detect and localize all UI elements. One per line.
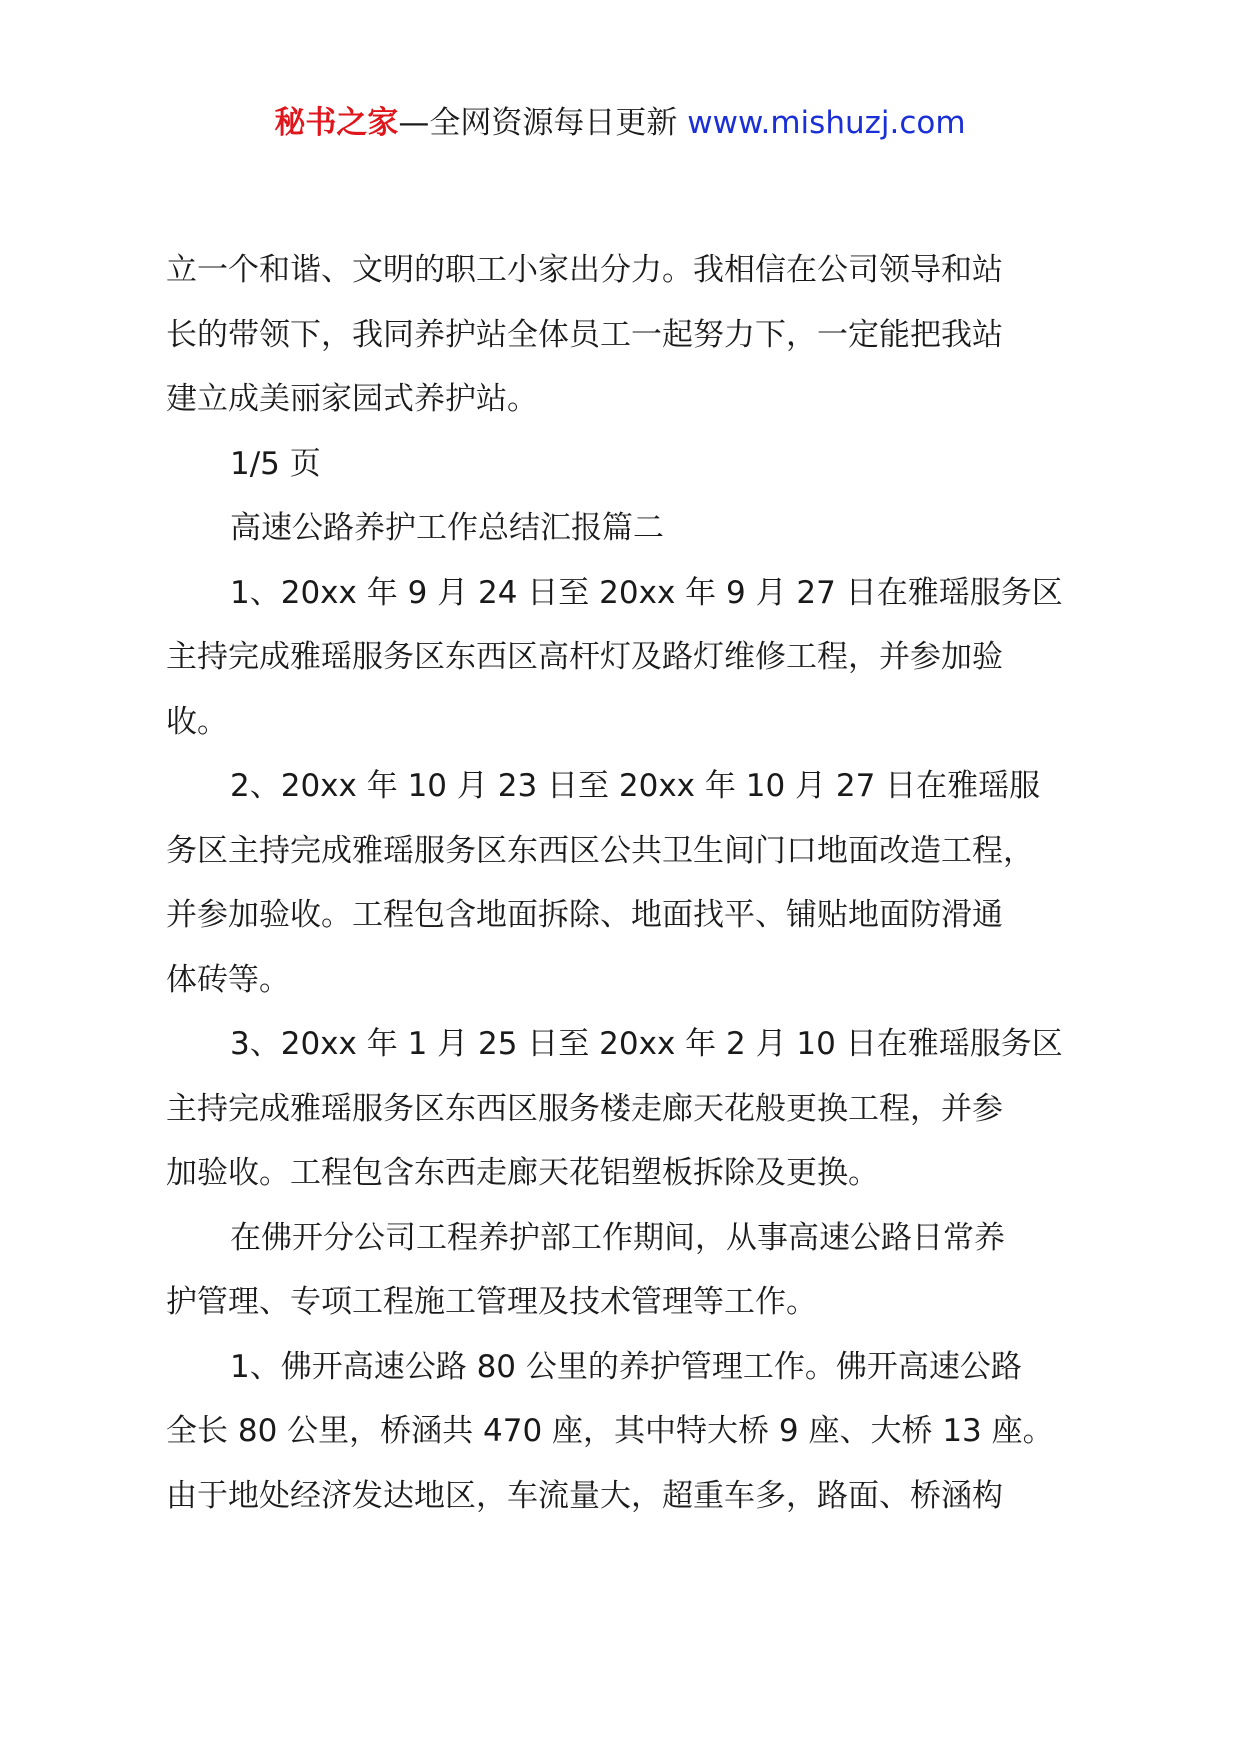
text-line: 3、20xx 年 1 月 25 日至 20xx 年 2 月 10 日在雅瑶服务区 [230, 1026, 1063, 1062]
document-body [166, 238, 1136, 1528]
header-tagline: —全网资源每日更新 [398, 105, 678, 141]
text-line: 主持完成雅瑶服务区东西区高杆灯及路灯维修工程，并参加验 [166, 639, 1003, 675]
text-line: 主持完成雅瑶服务区东西区服务楼走廊天花般更换工程，并参 [166, 1090, 1003, 1127]
text-line: 务区主持完成雅瑶服务区东西区公共卫生间门口地面改造工程， [166, 832, 1034, 869]
text-line: 加验收。工程包含东西走廊天花铝塑板拆除及更换。 [166, 1155, 879, 1191]
brand-name: 秘书之家 [274, 105, 399, 141]
text-line: 长的带领下，我同养护站全体员工一起努力下，一定能把我站 [166, 316, 1003, 353]
text-line: 1、20xx 年 9 月 24 日至 20xx 年 9 月 27 日在雅瑶服务区 [230, 574, 1063, 611]
text-line: 并参加验收。工程包含地面拆除、地面找平、铺贴地面防滑通 [166, 897, 1003, 933]
site-url-link[interactable]: www.mishuzj.com [687, 105, 966, 141]
text-line: 在佛开分公司工程养护部工作期间，从事高速公路日常养 [230, 1219, 1005, 1256]
page-header [0, 100, 1240, 146]
text-line: 全长 80 公里，桥涵共 470 座，其中特大桥 9 座、大桥 13 座。 [166, 1413, 1054, 1449]
text-line: 2、20xx 年 10 月 23 日至 20xx 年 10 月 27 日在雅瑶服 [230, 768, 1041, 804]
section-title: 高速公路养护工作总结汇报篇二 [230, 510, 664, 546]
page-number: 1/5 页 [230, 445, 321, 482]
text-line: 立一个和谐、文明的职工小家出分力。我相信在公司领导和站 [166, 252, 1003, 288]
text-line: 1、佛开高速公路 80 公里的养护管理工作。佛开高速公路 [230, 1348, 1022, 1385]
text-line: 体砖等。 [166, 961, 290, 998]
text-line: 收。 [166, 703, 228, 740]
text-line: 建立成美丽家园式养护站。 [166, 381, 538, 417]
text-line: 由于地处经济发达地区，车流量大，超重车多，路面、桥涵构 [166, 1477, 1003, 1514]
text-line: 护管理、专项工程施工管理及技术管理等工作。 [166, 1284, 817, 1320]
